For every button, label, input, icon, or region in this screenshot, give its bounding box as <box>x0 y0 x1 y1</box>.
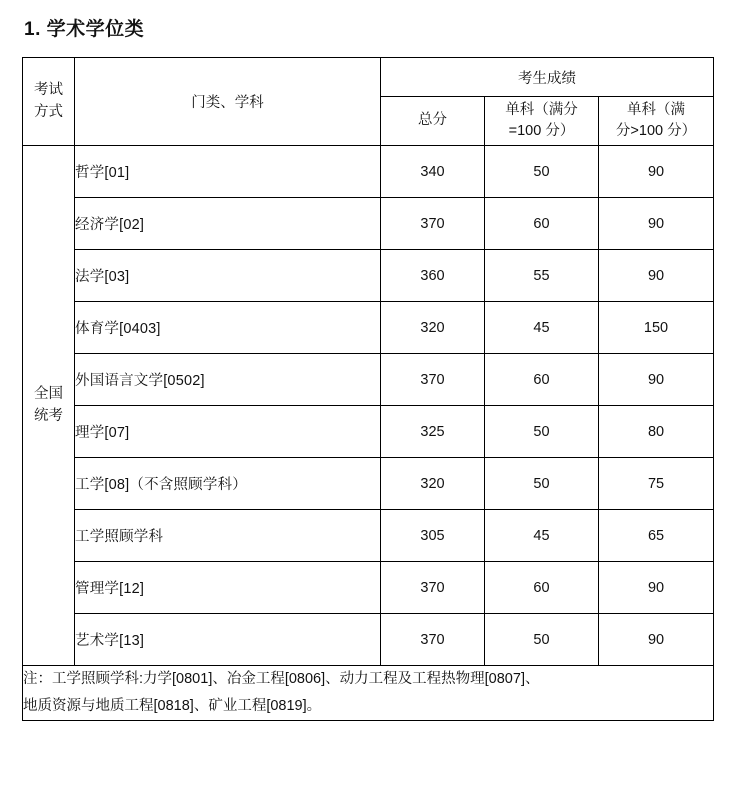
table-row <box>23 562 714 614</box>
cell-single-gt-100: 65 <box>599 510 714 562</box>
table-note <box>23 666 714 721</box>
exam-mode-value-line2: 统考 <box>34 407 63 424</box>
single-gt100-line2: 分>100 分） <box>615 123 697 139</box>
cell-total: 370 <box>381 614 485 666</box>
score-table <box>22 57 714 721</box>
cell-single-100: 45 <box>485 510 599 562</box>
cell-single-100: 50 <box>485 458 599 510</box>
cell-single-100: 45 <box>485 302 599 354</box>
cell-subject: 理学[07] <box>75 406 381 458</box>
cell-total: 370 <box>381 198 485 250</box>
cell-total: 305 <box>381 510 485 562</box>
cell-single-gt-100: 150 <box>599 302 714 354</box>
column-header-subject: 门类、学科 <box>75 58 381 146</box>
cell-subject: 工学[08]（不含照顾学科） <box>75 458 381 510</box>
table-body <box>23 146 714 721</box>
single-gt100-line1: 单科（满 <box>627 101 686 118</box>
cell-single-100: 50 <box>485 146 599 198</box>
exam-mode-value <box>23 146 75 666</box>
cell-single-100: 60 <box>485 562 599 614</box>
cell-single-gt-100: 90 <box>599 198 714 250</box>
table-row <box>23 458 714 510</box>
cell-single-100: 50 <box>485 614 599 666</box>
exam-mode-header-line1: 考试 <box>34 81 63 98</box>
cell-total: 370 <box>381 562 485 614</box>
cell-total: 340 <box>381 146 485 198</box>
cell-total: 360 <box>381 250 485 302</box>
column-header-exam-mode <box>23 58 75 146</box>
cell-single-100: 55 <box>485 250 599 302</box>
cell-subject: 哲学[01] <box>75 146 381 198</box>
column-header-total: 总分 <box>381 97 485 146</box>
cell-single-gt-100: 90 <box>599 354 714 406</box>
cell-single-gt-100: 90 <box>599 614 714 666</box>
cell-total: 320 <box>381 302 485 354</box>
table-note-row <box>23 666 714 721</box>
cell-subject: 外国语言文学[0502] <box>75 354 381 406</box>
column-header-single-gt-100 <box>599 97 714 146</box>
cell-single-100: 50 <box>485 406 599 458</box>
page-title: 1. 学术学位类 <box>24 19 145 40</box>
cell-single-gt-100: 80 <box>599 406 714 458</box>
column-header-score-group: 考生成绩 <box>381 58 714 97</box>
single-100-line1: 单科（满分 <box>505 101 578 118</box>
exam-mode-value-line1: 全国 <box>34 385 63 402</box>
cell-single-gt-100: 90 <box>599 250 714 302</box>
cell-single-100: 60 <box>485 354 599 406</box>
cell-single-gt-100: 90 <box>599 146 714 198</box>
table-row <box>23 302 714 354</box>
table-row <box>23 510 714 562</box>
table-row <box>23 406 714 458</box>
cell-single-gt-100: 75 <box>599 458 714 510</box>
table-row <box>23 354 714 406</box>
table-row <box>23 198 714 250</box>
table-row <box>23 614 714 666</box>
table-row <box>23 146 714 198</box>
cell-subject: 工学照顾学科 <box>75 510 381 562</box>
cell-single-100: 60 <box>485 198 599 250</box>
cell-subject: 管理学[12] <box>75 562 381 614</box>
cell-subject: 法学[03] <box>75 250 381 302</box>
note-line-1: 注：工学照顾学科:力学[0801]、冶金工程[0806]、动力工程及工程热物理[0807]、 <box>23 671 540 687</box>
cell-subject: 经济学[02] <box>75 198 381 250</box>
column-header-single-100 <box>485 97 599 146</box>
cell-subject: 艺术学[13] <box>75 614 381 666</box>
table-row <box>23 250 714 302</box>
cell-total: 370 <box>381 354 485 406</box>
cell-single-gt-100: 90 <box>599 562 714 614</box>
cell-total: 320 <box>381 458 485 510</box>
exam-mode-header-line2: 方式 <box>34 103 63 120</box>
cell-subject: 体育学[0403] <box>75 302 381 354</box>
note-line-2: 地质资源与地质工程[0818]、矿业工程[0819]。 <box>23 697 322 714</box>
cell-total: 325 <box>381 406 485 458</box>
single-100-line2: =100 分） <box>508 123 575 139</box>
table-header <box>23 58 714 146</box>
